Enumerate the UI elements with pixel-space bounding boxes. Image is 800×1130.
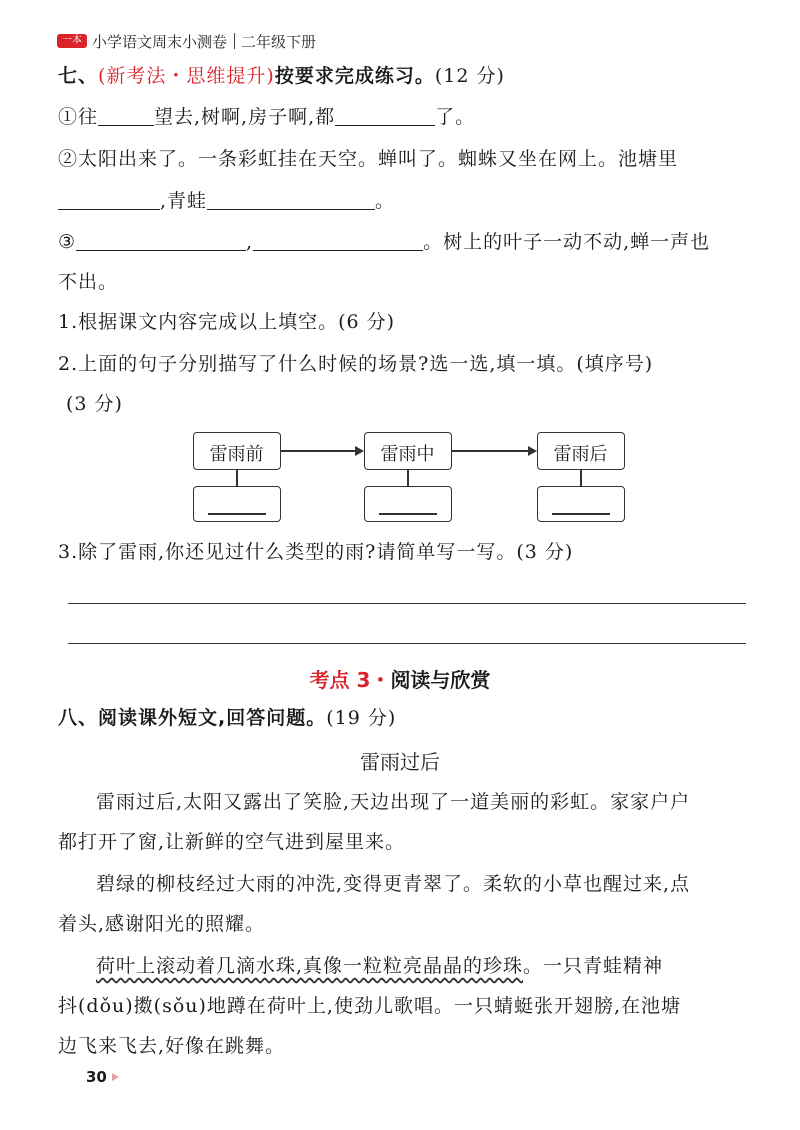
q7-sentence-3 <box>58 230 710 254</box>
section-heading <box>0 664 800 693</box>
writing-line-1[interactable] <box>68 603 746 604</box>
stem-line-2 <box>407 470 409 486</box>
stage-box-after <box>537 432 625 470</box>
answer-line <box>208 513 266 515</box>
stage-box-before <box>193 432 281 470</box>
q7-sentence-2: ②太阳出来了。一条彩虹挂在天空。蝉叫了。蜘蛛又坐在网上。池塘里 <box>58 148 679 170</box>
q7-s1-part-b: 望去,树啊,房子啊,都 <box>154 106 336 128</box>
section-title: 阅读与欣赏 <box>390 668 491 692</box>
q8-heading <box>58 706 396 730</box>
q7-s3-part-a: ③ <box>58 231 77 253</box>
fill-blank-2[interactable] <box>335 107 435 126</box>
q7-heading <box>58 64 505 88</box>
brand-logo: 一本 <box>57 34 87 48</box>
writing-line-2[interactable] <box>68 643 746 644</box>
stage-box-during <box>364 432 452 470</box>
q7-tag: (新考法・思维提升) <box>98 65 275 87</box>
passage-p1-line-2: 都打开了窗,让新鲜的空气进到屋里来。 <box>58 831 406 853</box>
answer-box-during[interactable] <box>364 486 452 522</box>
q7-s2-part-b: ,青蛙 <box>160 190 208 212</box>
q7-title: 按要求完成练习。 <box>274 65 435 87</box>
fill-blank-6[interactable] <box>253 232 423 251</box>
stage-label-during: 雷雨中 <box>380 444 435 465</box>
grade-label: 二年级下册 <box>241 33 317 51</box>
answer-line <box>379 513 437 515</box>
page-marker-icon <box>112 1073 119 1081</box>
answer-line <box>552 513 610 515</box>
stem-line-1 <box>236 470 238 486</box>
flow-connector-1 <box>281 450 355 452</box>
q8-number: 八、 <box>58 707 99 729</box>
section-prefix: 考点 3・ <box>309 668 391 692</box>
series-title: 小学语文周末小测卷 <box>92 33 228 51</box>
passage-p3-line-3: 边飞来飞去,好像在跳舞。 <box>58 1035 286 1057</box>
q7-s2-part-c: 。 <box>375 190 396 212</box>
q7-s3-part-b: , <box>246 231 254 253</box>
arrow-right-icon <box>528 446 537 456</box>
stage-label-after: 雷雨后 <box>553 444 608 465</box>
q7-s3-part-c: 。树上的叶子一动不动,蝉一声也 <box>423 231 711 253</box>
q7-sub-question-2: 2.上面的句子分别描写了什么时候的场景?选一选,填一填。(填序号) <box>58 353 654 375</box>
fill-blank-3[interactable] <box>58 191 160 210</box>
passage-p2-line-2: 着头,感谢阳光的照耀。 <box>58 913 266 935</box>
header-divider <box>234 33 235 49</box>
passage-p1-line-1: 雷雨过后,太阳又露出了笑脸,天边出现了一道美丽的彩虹。家家户户 <box>96 791 691 813</box>
page-number: 30 <box>86 1068 107 1086</box>
q7-number: 七、 <box>58 65 99 87</box>
q7-sentence-2-cont <box>58 189 395 213</box>
fill-blank-4[interactable] <box>207 191 375 210</box>
fill-blank-5[interactable] <box>76 232 246 251</box>
stage-label-before: 雷雨前 <box>209 444 264 465</box>
q7-sub-question-3: 3.除了雷雨,你还见过什么类型的雨?请简单写一写。(3 分) <box>58 541 574 563</box>
passage-p3-line-1 <box>96 954 663 978</box>
flow-connector-2 <box>452 450 528 452</box>
arrow-right-icon <box>355 446 364 456</box>
q8-score: (19 分) <box>326 707 397 729</box>
stem-line-3 <box>580 470 582 486</box>
wavy-underlined-sentence: 荷叶上滚动着几滴水珠,真像一粒粒亮晶晶的珍珠 <box>96 955 524 977</box>
answer-box-before[interactable] <box>193 486 281 522</box>
q8-title: 阅读课外短文,回答问题。 <box>98 707 327 729</box>
q7-sentence-1 <box>58 105 475 129</box>
passage-p2-line-1: 碧绿的柳枝经过大雨的冲洗,变得更青翠了。柔软的小草也醒过来,点 <box>96 873 691 895</box>
q7-s1-part-a: ①往 <box>58 106 99 128</box>
answer-box-after[interactable] <box>537 486 625 522</box>
q7-sub-question-1: 1.根据课文内容完成以上填空。(6 分) <box>58 311 396 333</box>
fill-blank-1[interactable] <box>98 107 154 126</box>
q7-s1-part-c: 了。 <box>435 106 476 128</box>
passage-title: 雷雨过后 <box>360 750 440 774</box>
passage-p3-line-2: 抖(dǒu)擞(sǒu)地蹲在荷叶上,使劲儿歌唱。一只蜻蜓张开翅膀,在池塘 <box>58 995 681 1017</box>
q7-sentence-3-cont: 不出。 <box>58 271 119 293</box>
passage-p3-line-1-rest: 。一只青蛙精神 <box>523 955 664 977</box>
q7-sub-question-2-score: (3 分) <box>66 393 123 415</box>
q7-score: (12 分) <box>434 65 505 87</box>
